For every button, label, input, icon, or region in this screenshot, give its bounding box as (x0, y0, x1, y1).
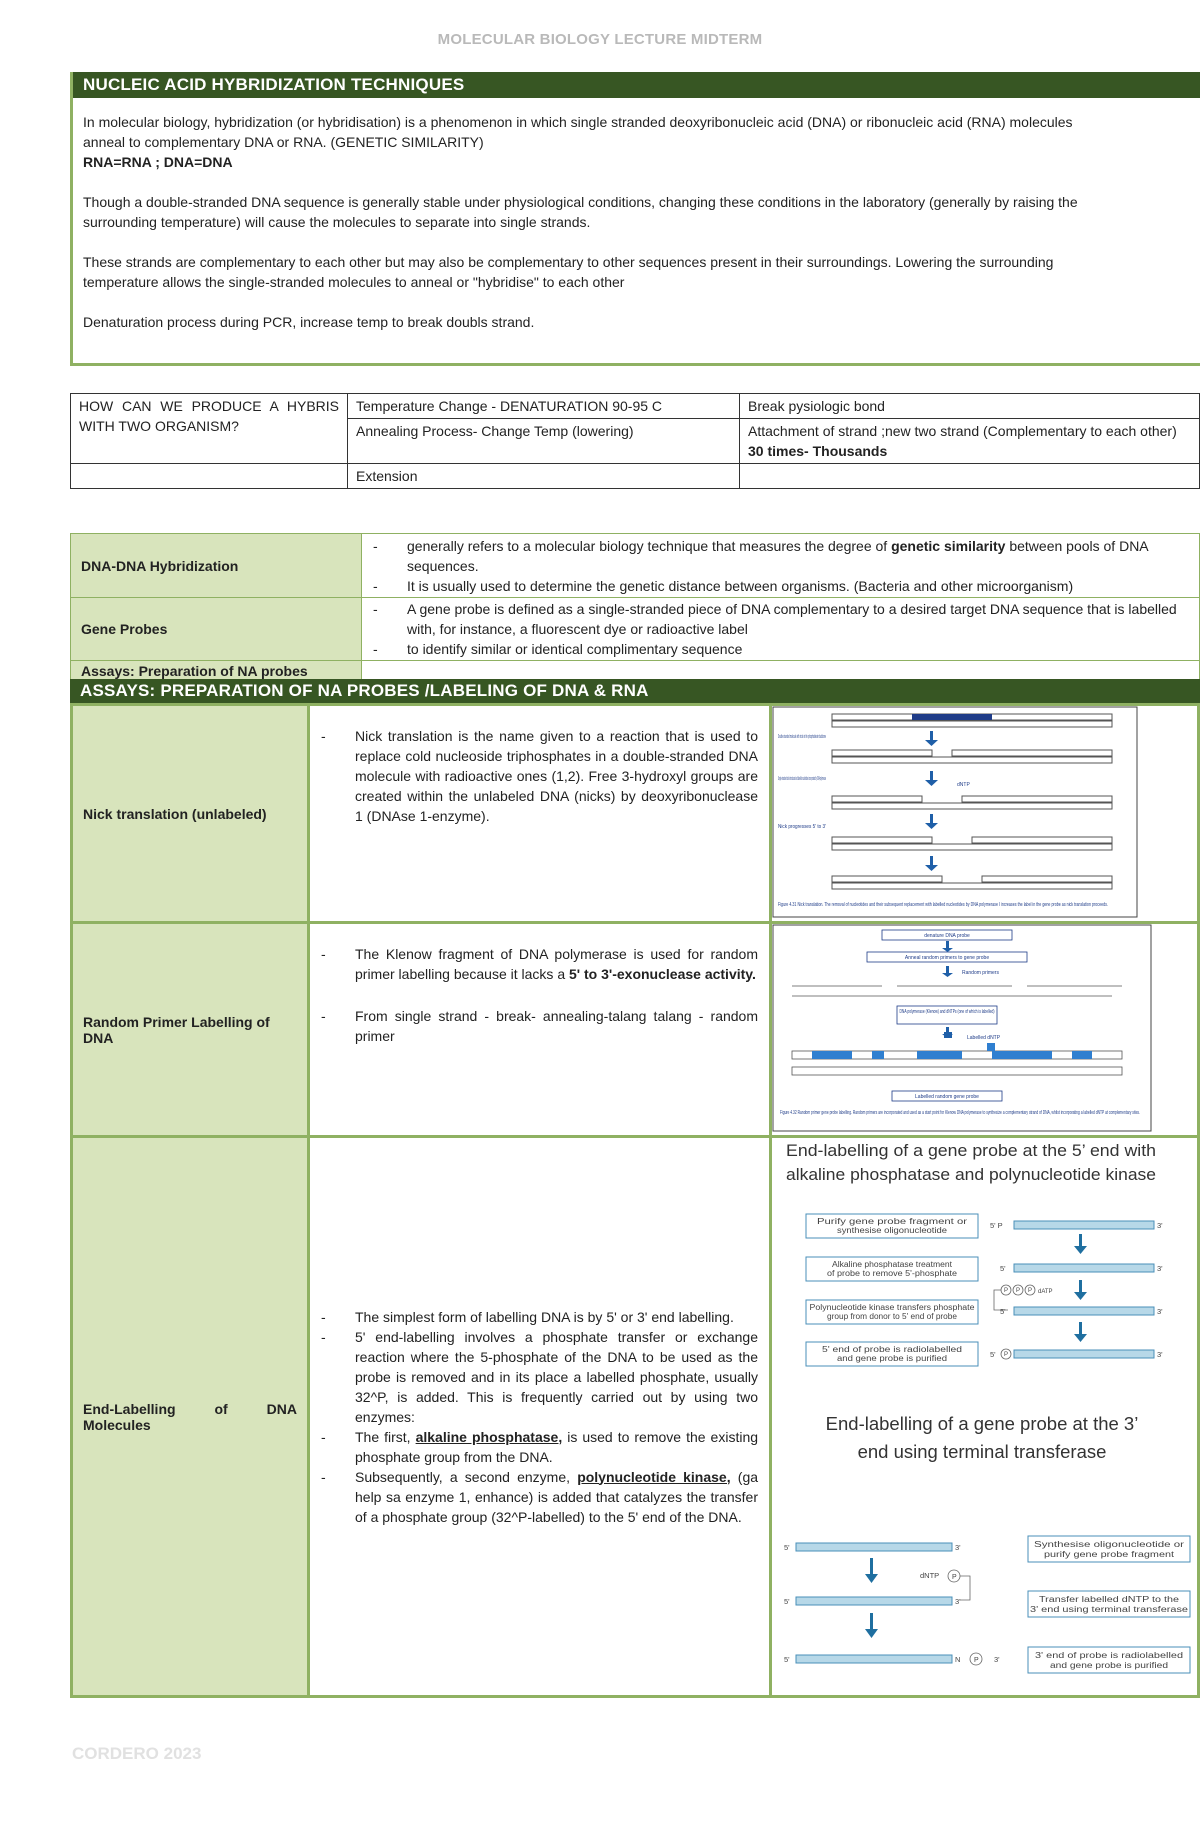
hybrid-process-table (70, 393, 1200, 489)
end3-step-2: Transfer labelled dNTP to the (1039, 1595, 1180, 1604)
random-bullet-1: - The Klenow fragment of DNA polymerase is used for random primer labelling because it lacks a 5' to 3'-exonuclease activity. (311, 944, 768, 984)
step-extension: Extension (348, 464, 740, 489)
svg-text:3': 3' (1157, 1221, 1163, 1230)
random-primer-label: Random Primer Labelling of DNA (72, 923, 309, 1137)
section-title-assays: ASSAYS: PREPARATION OF NA PROBES /LABELING OF DNA & RNA (70, 679, 1200, 703)
end-labelling-diagram (772, 1138, 1196, 1692)
nick-note-2: Single-stranded nicks introduced and labelled nucleotides incorporated by DNA polymerase (778, 776, 827, 782)
svg-text:P: P (1028, 1288, 1033, 1294)
step-annealing: Annealing Process- Change Temp (lowering) (348, 419, 740, 464)
svg-text:3': 3' (994, 1655, 1000, 1664)
end-labelling-label: End-Labelling of DNA Molecules (72, 1137, 309, 1697)
page-header: MOLECULAR BIOLOGY LECTURE MIDTERM (437, 31, 763, 48)
end5-title-line1: End-labelling of a gene probe at the 5’ end with (786, 1142, 1156, 1160)
svg-text:5': 5' (1000, 1307, 1006, 1316)
random-step-1: denature DNA probe (924, 933, 970, 939)
svg-text:and gene probe is purified: and gene probe is purified (1050, 1661, 1168, 1670)
hybrid-question-spacer (71, 464, 348, 489)
term-gene-probes: Gene Probes (71, 598, 362, 661)
svg-text:P: P (1004, 1288, 1009, 1294)
svg-text:3': 3' (1157, 1350, 1163, 1359)
svg-text:3': 3' (1157, 1264, 1163, 1273)
nick-translation-diagram (772, 706, 1138, 918)
svg-text:group from donor to 5' end of: group from donor to 5' end of probe (827, 1312, 958, 1321)
intro-p1a: In molecular biology, hybridization (or hybridisation) is a phenomenon in which single stranded deoxyribonucleic acid (DNA) or ribonucleic acid (RNA) molecules (83, 114, 1073, 130)
step-denaturation: Temperature Change - DENATURATION 90-95 C (348, 394, 740, 419)
intro-p3b: temperature allows the single-stranded molecules to anneal or "hybridise" to each other (83, 274, 625, 290)
random-primer-diagram (772, 924, 1152, 1132)
gene-bullet-1: - A gene probe is defined as a single-stranded piece of DNA complementary to a desired target DNA sequence that is labelled with, for instance, a fluorescent dye or radioactive label (363, 599, 1198, 639)
intro-text (73, 98, 1200, 332)
assays-table (70, 703, 1200, 1698)
term-assays: Assays: Preparation of NA probes (71, 661, 362, 682)
end5-step-1: Purify gene probe fragment or (817, 1217, 968, 1226)
svg-text:P: P (952, 1574, 957, 1581)
svg-text:and gene probe is purified: and gene probe is purified (837, 1354, 947, 1363)
random-step-2: Anneal random primers to gene probe (904, 955, 990, 961)
nick-note-1: Double stranded molecule with nicks in the phosphodiester backbone (778, 734, 827, 740)
random-bullet-2: - From single strand - break- annealing-talang talang - random primer (311, 1006, 768, 1046)
dna-bullet-1: - generally refers to a molecular biology technique that measures the degree of genetic similarity between pools of DNA sequences. (363, 536, 1198, 576)
random-caption: Figure 4.32 Random primer gene probe labelling. Random primers are incorporated and used as a start point for Klenow DNA polymerase to synthesize a complementary strand of DNA, whilst incorporating a labelled dNTP at complementary sites. (780, 1110, 1140, 1116)
end5-step-4: 5' end of probe is radiolabelled (822, 1345, 962, 1354)
random-step-6: Labelled random gene probe (915, 1094, 979, 1100)
svg-text:5': 5' (784, 1597, 790, 1606)
svg-text:5': 5' (990, 1350, 996, 1359)
svg-text:P: P (1016, 1288, 1021, 1294)
svg-text:purify gene probe fragment: purify gene probe fragment (1044, 1550, 1176, 1559)
random-primer-figure (771, 923, 1199, 1137)
end3-dntp-label: dNTP (920, 1571, 940, 1580)
svg-text:P: P (974, 1657, 979, 1664)
random-step-3: Random primers (962, 970, 999, 976)
random-step-4: DNA polymerase (Klenow) and dNTPs (one of which is labelled) (899, 1009, 995, 1015)
nick-note-3: Nick progresses 5' to 3' (778, 824, 827, 830)
end3-step-3: 3' end of probe is radiolabelled (1035, 1651, 1183, 1660)
svg-text:5': 5' (784, 1655, 790, 1664)
end3-step-1: Synthesise oligonucleotide or (1034, 1540, 1185, 1549)
end3-title-line1: End-labelling of a gene probe at the 3’ (825, 1413, 1139, 1434)
svg-text:5': 5' (1000, 1264, 1006, 1273)
nick-translation-desc (309, 705, 771, 923)
svg-text:P: P (1004, 1352, 1009, 1358)
intro-p1c: RNA=RNA ; DNA=DNA (83, 154, 233, 170)
terms-table (70, 533, 1200, 682)
end-bullet-3: - The first, alkaline phosphatase, is used to remove the existing phosphate group from the DNA. (311, 1427, 768, 1467)
svg-text:5': 5' (784, 1543, 790, 1552)
term-gene-probes-desc (362, 598, 1200, 661)
end-labelling-figure (771, 1137, 1199, 1697)
end3-n-label: N (955, 1655, 961, 1664)
hybrid-question: HOW CAN WE PRODUCE A HYBRIS WITH TWO ORGANISM? (71, 394, 348, 464)
end5-title-line2: alkaline phosphatase and polynucleotide kinase (786, 1166, 1156, 1184)
nick-translation-label: Nick translation (unlabeled) (72, 705, 309, 923)
nick-bullet: - Nick translation is the name given to a reaction that is used to replace cold nucleoside triphosphates in a double-stranded DNA molecule with radioactive ones (1,2). Free 3-hydroxyl groups are created within the unlabeled DNA (nicks) by deoxyribonuclease 1 (DNAse 1-enzyme). (311, 726, 768, 826)
dna-bullet-2: - It is usually used to determine the genetic distance between organisms. (Bacteria and other microorganism) (363, 576, 1198, 596)
nick-dntp-label: dNTP (957, 782, 970, 788)
random-primer-desc (309, 923, 771, 1137)
svg-text:3': 3' (1157, 1307, 1163, 1316)
svg-text:of probe to remove 5'-phosphat: of probe to remove 5'-phosphate (827, 1269, 958, 1278)
hybridization-intro-panel (70, 72, 1200, 366)
intro-p1b: anneal to complementary DNA or RNA. (GENETIC SIMILARITY) (83, 134, 484, 150)
section-title-hybridization: NUCLEIC ACID HYBRIDIZATION TECHNIQUES (73, 72, 1200, 98)
nick-caption: Figure 4.31 Nick translation. The removal of nucleotides and their subsequent replacement with labelled nucleotides by DNA polymerase I increases the label in the gene probe as nick translation proceeds. (778, 902, 1108, 908)
term-dna-hybridization-desc (362, 534, 1200, 598)
end5-label-a: 5' P (990, 1221, 1003, 1230)
end-labelling-desc (309, 1137, 771, 1697)
svg-text:3': 3' (955, 1543, 961, 1552)
end5-datp-label: dATP (1038, 1289, 1053, 1295)
gene-bullet-2: - to identify similar or identical complimentary sequence (363, 639, 1198, 659)
step-annealing-desc: Attachment of strand ;new two strand (Complementary to each other) 30 times- Thousands (740, 419, 1200, 464)
end5-step-3: Polynucleotide kinase transfers phosphate (809, 1303, 976, 1312)
step-extension-desc (740, 464, 1200, 489)
intro-p4: Denaturation process during PCR, increase temp to break doubls strand. (83, 314, 535, 330)
intro-p3a: These strands are complementary to each other but may also be complementary to other sequences present in their surroundings. Lowering the surrounding (83, 254, 1054, 270)
svg-text:synthesise oligonucleotide: synthesise oligonucleotide (837, 1226, 948, 1235)
intro-p2a: Though a double-stranded DNA sequence is generally stable under physiological conditions, changing these conditions in the laboratory (generally by raising the (83, 194, 1078, 210)
end-bullet-4: - Subsequently, a second enzyme, polynucleotide kinase, (ga help sa enzyme 1, enhance) is added that catalyzes the transfer of a phosphate group (32^P-labelled) to the 5' end of the DNA. (311, 1467, 768, 1527)
random-step-5: Labelled dNTP (967, 1035, 1001, 1041)
svg-text:3': 3' (955, 1597, 961, 1606)
term-dna-hybridization: DNA-DNA Hybridization (71, 534, 362, 598)
end3-title-line2: end using terminal transferase (857, 1441, 1107, 1462)
end-bullet-1: - The simplest form of labelling DNA is by 5' or 3' end labelling. (311, 1307, 768, 1327)
end-bullet-2: - 5' end-labelling involves a phosphate transfer or exchange reaction where the 5-phosphate of the DNA to be used as the probe is removed and in its place a labelled phosphate, usually 32^P, is added. This is frequently carried out by using two enzymes: (311, 1327, 768, 1427)
page-footer: CORDERO 2023 (72, 1744, 202, 1763)
step-denaturation-desc: Break pysiologic bond (740, 394, 1200, 419)
svg-text:3' end using terminal transfer: 3' end using terminal transferase (1030, 1605, 1189, 1614)
nick-translation-figure (771, 705, 1199, 923)
intro-p2b: surrounding temperature) will cause the molecules to separate into single strands. (83, 214, 591, 230)
end5-step-2: Alkaline phosphatase treatment (832, 1260, 953, 1269)
